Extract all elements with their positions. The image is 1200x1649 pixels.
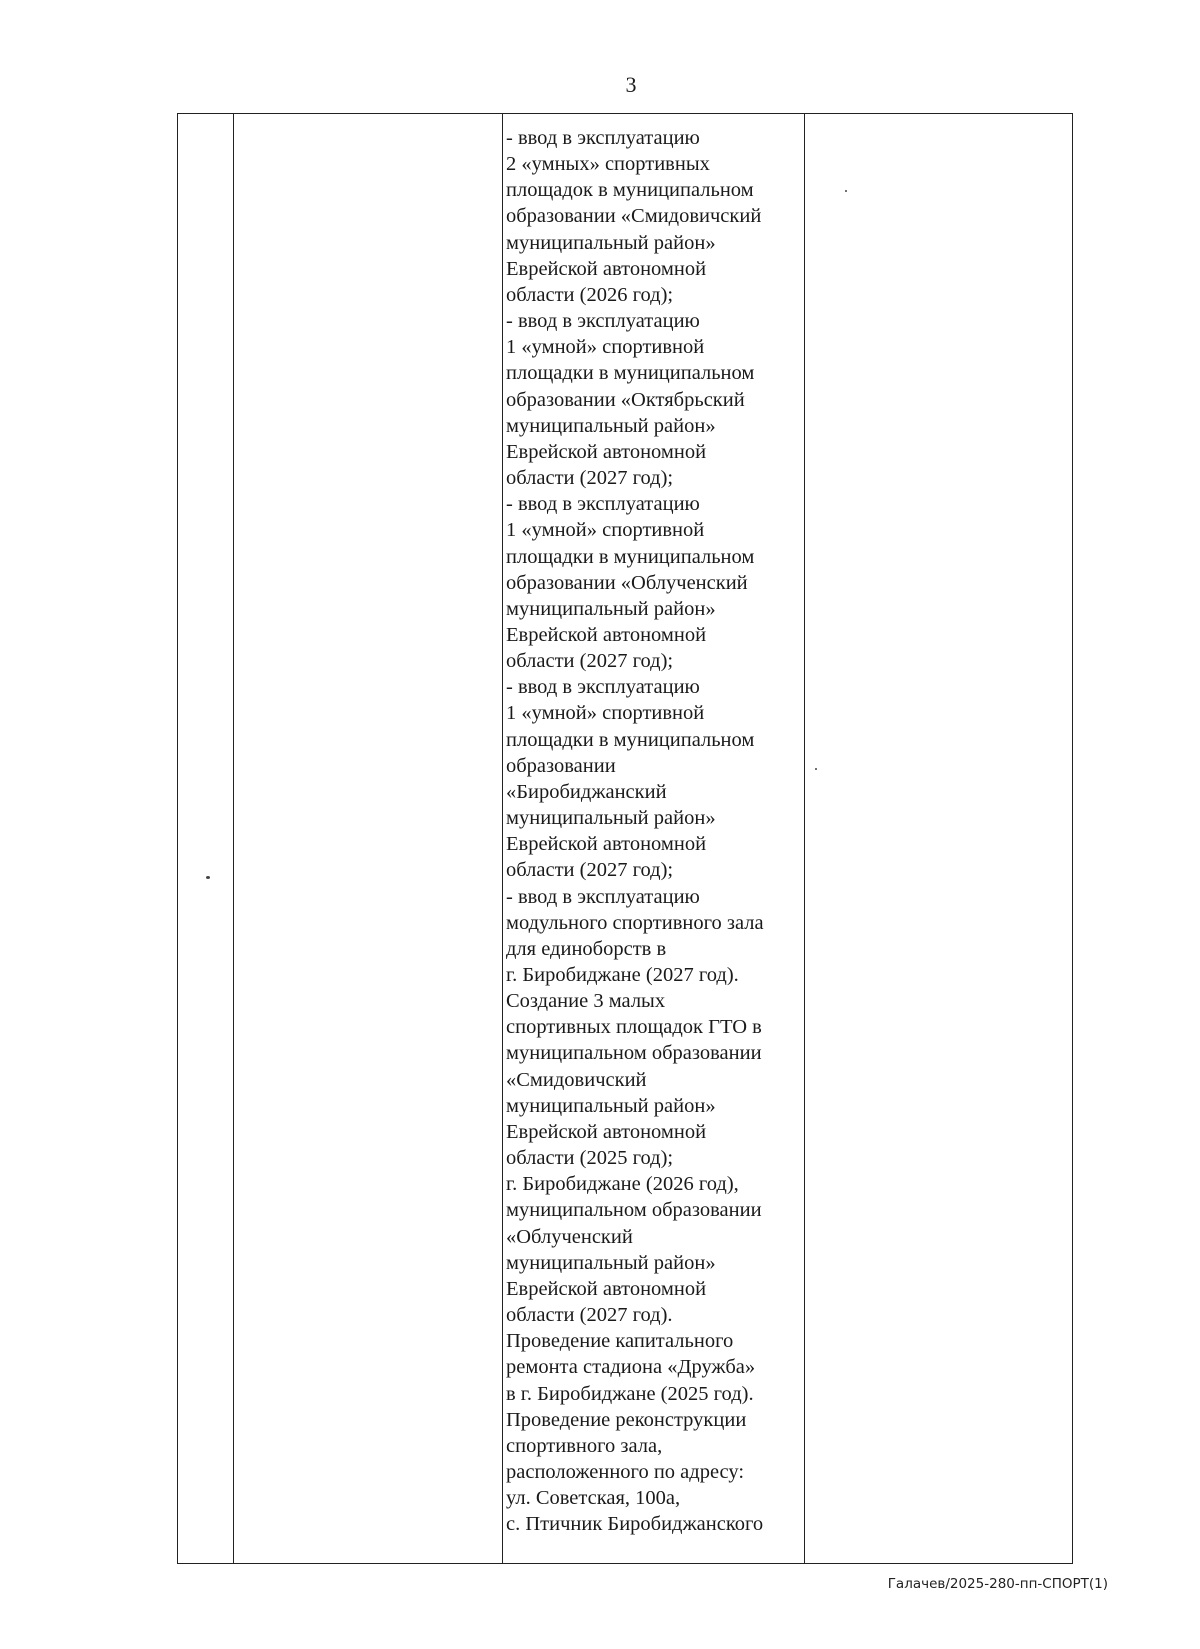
cell-text-line: - ввод в эксплуатацию (506, 310, 700, 333)
cell-text-line: Еврейской автономной (506, 257, 707, 280)
cell-text-line: Еврейской автономной (506, 833, 707, 856)
cell-text-line: Еврейской автономной (506, 1120, 707, 1143)
cell-text-line: г. Биробиджане (2027 год). (506, 964, 739, 986)
table-column-divider-2 (502, 113, 503, 1564)
cell-text-line: - ввод в эксплуатацию (506, 493, 700, 516)
cell-text-line: с. Птичник Биробиджанского (506, 1513, 764, 1536)
table-column-divider-3 (804, 113, 805, 1564)
cell-text-line: Проведение реконструкции (506, 1408, 747, 1431)
cell-text-line: г. Биробиджане (2026 год), (506, 1173, 739, 1196)
cell-text-line: площадок в муниципальном (506, 179, 754, 202)
cell-text-line: Создание 3 малых (506, 990, 666, 1013)
cell-text-line: «Смидовичский (506, 1068, 647, 1091)
cell-text-line: спортивных площадок ГТО в (506, 1016, 762, 1039)
cell-text-line: площадки в муниципальном (506, 545, 755, 568)
cell-text-line: муниципальный район» (506, 1094, 716, 1117)
table-cell-activities (506, 125, 801, 1537)
cell-text-line: модульного спортивного зала (506, 911, 764, 934)
cell-text-line: муниципальном образовании (506, 1042, 762, 1065)
cell-text-line: Еврейской автономной (506, 1277, 707, 1300)
cell-text-line: образовании «Смидовичский (506, 205, 762, 228)
cell-text-line: ул. Советская, 100а, (506, 1487, 681, 1510)
cell-text-line: области (2027 год); (506, 467, 674, 490)
cell-text-line: области (2026 год); (506, 283, 674, 306)
cell-text-line: 1 «умной» спортивной (506, 336, 705, 359)
cell-text-line: «Облученский (506, 1225, 633, 1248)
cell-text-line: области (2027 год). (506, 1304, 673, 1327)
cell-text-line: образовании «Облученский (506, 571, 748, 594)
cell-text-line: муниципальный район» (506, 414, 716, 437)
page-number: 3 (625, 72, 637, 97)
cell-text-line: 2 «умных» спортивных (506, 153, 710, 176)
scan-speck (815, 768, 817, 770)
cell-text-line: Еврейской автономной (506, 623, 707, 646)
cell-text-line: области (2027 год); (506, 859, 674, 882)
cell-text-line: - ввод в эксплуатацию (506, 676, 700, 699)
cell-text-line: муниципальный район» (506, 1251, 716, 1274)
cell-text-line: образовании «Октябрьский (506, 388, 745, 411)
cell-text-line: муниципальный район» (506, 597, 716, 620)
cell-text-line: муниципальном образовании (506, 1199, 762, 1222)
cell-text-line: Еврейской автономной (506, 440, 707, 463)
cell-text-line: площадки в муниципальном (506, 728, 755, 751)
cell-text-line: образовании (506, 754, 616, 777)
cell-text-line: в г. Биробиджане (2025 год). (506, 1382, 754, 1405)
document-footer-reference: Галачев/2025-280-пп-СПОРТ(1) (887, 1576, 1108, 1592)
cell-text-line: расположенного по адресу: (506, 1460, 745, 1483)
cell-text-line: спортивного зала, (506, 1434, 663, 1457)
cell-text-line: области (2027 год); (506, 650, 674, 673)
cell-text-line: области (2025 год); (506, 1147, 674, 1170)
cell-text-line: - ввод в эксплуатацию (506, 885, 700, 908)
cell-text-line: площадки в муниципальном (506, 362, 755, 385)
cell-text-line: ремонта стадиона «Дружба» (506, 1356, 756, 1379)
cell-text-line: для единоборств в (506, 937, 667, 960)
cell-text-line: Проведение капитального (506, 1330, 734, 1353)
scan-speck (845, 190, 847, 192)
cell-text-line: 1 «умной» спортивной (506, 519, 705, 542)
table-column-divider-1 (233, 113, 234, 1564)
cell-text-line: «Биробиджанский (506, 780, 667, 803)
cell-text-line: муниципальный район» (506, 807, 716, 830)
cell-text-line: муниципальный район» (506, 231, 716, 254)
cell-text-line: - ввод в эксплуатацию (506, 127, 700, 149)
cell-text-line: 1 «умной» спортивной (506, 702, 705, 725)
scan-speck (206, 876, 210, 879)
